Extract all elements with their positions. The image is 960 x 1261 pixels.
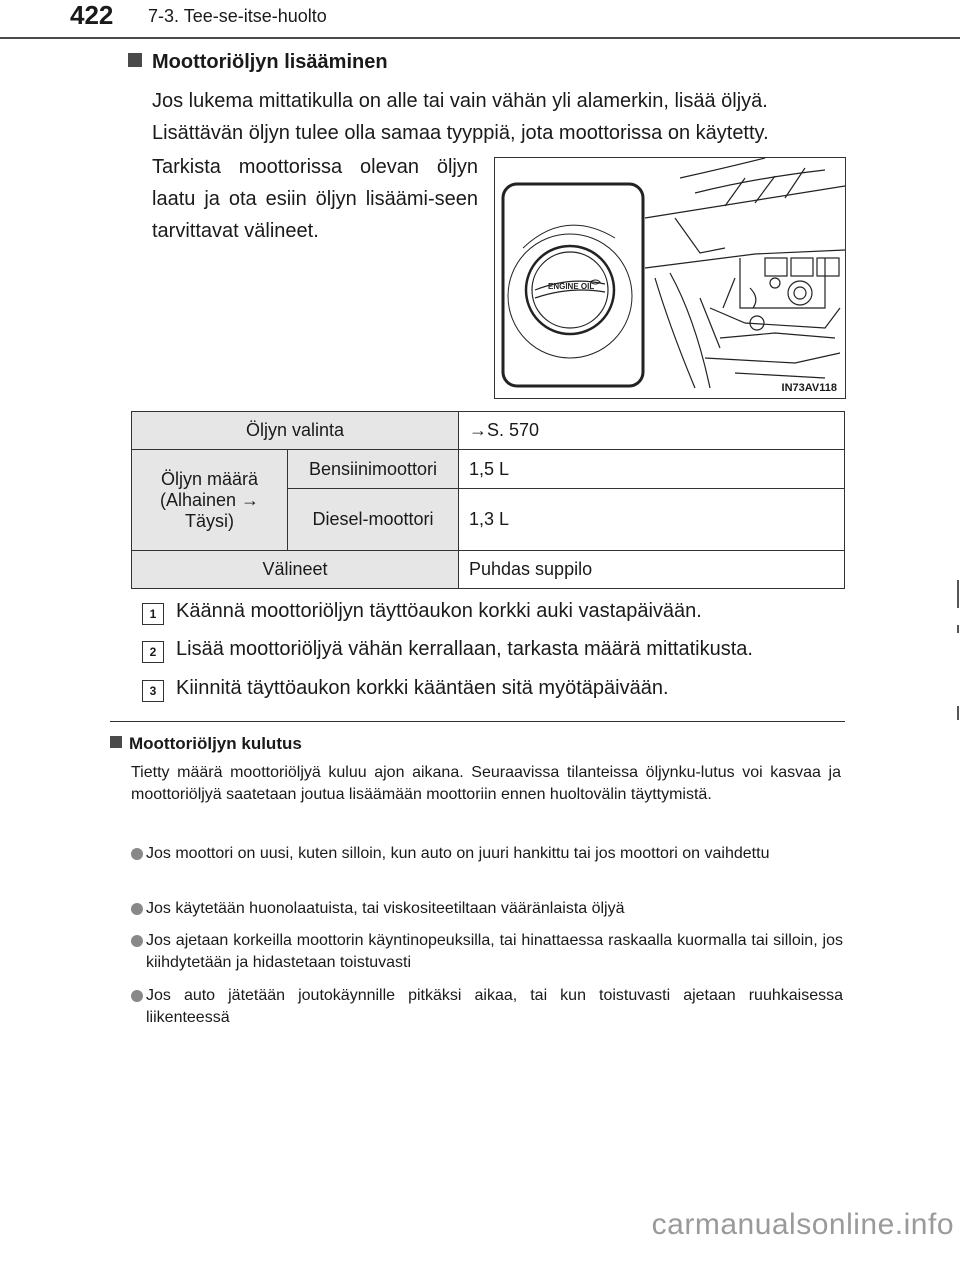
oil-spec-table: [131, 411, 845, 589]
step-text: Kiinnitä täyttöaukon korkki kääntäen sitä myötäpäivään.: [176, 677, 669, 699]
bullet-dot-icon: [131, 935, 143, 947]
petrol-engine-label: Bensiinimoottori: [288, 450, 459, 489]
oil-choice-value: →S. 570: [459, 412, 845, 450]
bullet-dot-icon: [131, 903, 143, 915]
figure-code: IN73AV118: [781, 382, 837, 394]
margin-mark: [957, 580, 959, 608]
consumption-paragraph: Tietty määrä moottoriöljyä kuluu ajon aikana. Seuraavissa tilanteissa öljynku-lutus voi kasvaa ja moottoriöljyä saatetaan joutua lisäämään moottoriin ennen huoltovälin täyttymistä.: [131, 764, 841, 803]
margin-mark: [957, 706, 959, 720]
oil-amount-label: Öljyn määrä (Alhainen → Täysi): [132, 450, 288, 551]
list-item: [131, 843, 843, 865]
bullet-dot-icon: [131, 990, 143, 1002]
square-bullet-icon: [110, 736, 122, 748]
square-bullet-icon: [128, 53, 142, 67]
section-title-text: Moottoriöljyn lisääminen: [152, 51, 388, 73]
step-text: Käännä moottoriöljyn täyttöaukon korkki auki vastapäivään.: [176, 600, 702, 622]
table-row: [132, 450, 845, 489]
engine-bay-drawing: [495, 158, 845, 398]
margin-mark: [957, 625, 959, 633]
list-item: [131, 898, 843, 920]
step-text: Lisää moottoriöljyä vähän kerrallaan, tarkasta määrä mittatikusta.: [176, 638, 753, 660]
chapter-title: 7-3. Tee-se-itse-huolto: [148, 6, 327, 26]
watermark: carmanualsonline.info: [651, 1208, 954, 1241]
bullet-dot-icon: [131, 848, 143, 860]
step-number-badge: 2: [142, 641, 164, 663]
intro-paragraph: Jos lukema mittatikulla on alle tai vain vähän yli alamerkin, lisää öljyä. Lisättävän öljyn tulee olla samaa tyyppiä, jota moottorissa on käytetty.: [152, 90, 769, 144]
page-number: 422: [70, 0, 114, 30]
step-number-badge: 3: [142, 680, 164, 702]
prep-paragraph: Tarkista moottorissa olevan öljyn laatu ja ota esiin öljyn lisäämi-seen tarvittavat välineet.: [152, 156, 478, 242]
step-number-badge: 1: [142, 603, 164, 625]
list-item-text: Jos käytetään huonolaatuista, tai viskositeetiltaan vääränlaista öljyä: [146, 900, 625, 917]
tools-value: Puhdas suppilo: [459, 551, 845, 589]
list-item: [131, 985, 843, 1029]
diesel-engine-label: Diesel-moottori: [288, 489, 459, 551]
petrol-engine-value: 1,5 L: [459, 450, 845, 489]
consumption-title: [110, 734, 302, 754]
section-divider: [110, 721, 845, 722]
tools-label: Välineet: [132, 551, 459, 589]
engine-oil-cap-illustration: [494, 157, 846, 399]
list-item-text: Jos auto jätetään joutokäynnille pitkäksi aikaa, tai kun toistuvasti ajetaan ruuhkaisessa liikenteessä: [146, 987, 843, 1026]
list-item-text: Jos ajetaan korkeilla moottorin käyntinopeuksilla, tai hinattaessa raskaalla kuormalla tai silloin, jos kiihdytetään ja hidastetaan toistuvasti: [146, 932, 843, 971]
list-item-text: Jos moottori on uusi, kuten silloin, kun auto on juuri hankittu tai jos moottori on vaihdettu: [146, 845, 770, 862]
section-title: [128, 51, 388, 74]
list-item: [131, 930, 843, 974]
table-row: [132, 551, 845, 589]
consumption-title-text: Moottoriöljyn kulutus: [129, 734, 302, 753]
diesel-engine-value: 1,3 L: [459, 489, 845, 551]
engine-oil-cap-label: ENGINE OIL: [548, 282, 595, 291]
header-divider: [0, 37, 960, 39]
table-row: [132, 412, 845, 450]
oil-choice-label: Öljyn valinta: [132, 412, 459, 450]
